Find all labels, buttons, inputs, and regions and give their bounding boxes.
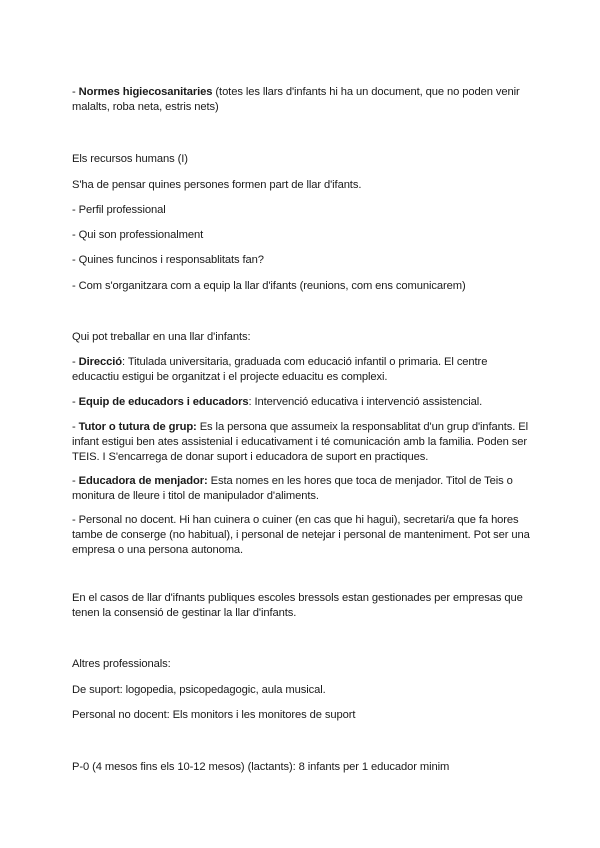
bold-term: Educadora de menjador: xyxy=(78,475,208,487)
paragraph-educadora-menjador: - Educadora de menjador: Esta nomes en les hores que toca de menjador. Titol de Teis o monitura de lleure i titol de manipulador d'aliments. xyxy=(72,475,513,502)
paragraph-tutor: - Tutor o tutura de grup: Es la persona que assumeix la responsablitat d'un grup d'infants. El infant estigui ben ates assistenial i educativament i té comunicación amb la familia. Poden ser TEIS. I S'encarrega de donar suport i educadora de suport en practiques. xyxy=(72,421,529,463)
paragraph-intro: S'ha de pensar quines persones formen part de llar d'ifants. xyxy=(72,179,362,191)
paragraph-equip-educadors: - Equip de educadors i educadors: Intervenció educativa i intervenció assistencial. xyxy=(72,396,483,408)
paragraph-personal-no-docent: - Personal no docent. Hi han cuinera o cuiner (en cas que hi hagui), secretari/a que fa hores tambe de conserge (no habitual), i personal de netejar i personal de manteniment. Pot ser una empresa o una persona autonoma. xyxy=(72,514,530,556)
bold-term: Normes higiecosanitaries xyxy=(78,86,213,98)
paragraph-escoles-bressols: En el casos de llar d'ifnants publiques escoles bressols estan gestionades per empresas que tenen la consensió de gestinar la llar d'infants. xyxy=(72,592,523,619)
list-item-funcions: - Quines funcinos i responsablitats fan? xyxy=(72,254,264,266)
section-heading-qui-pot-treballar: Qui pot treballar en una llar d'infants: xyxy=(72,331,251,343)
section-heading-altres-professionals: Altres professionals: xyxy=(72,658,171,670)
bold-term: Equip de educadors i educadors xyxy=(78,396,249,408)
section-heading-recursos-humans: Els recursos humans (I) xyxy=(72,153,188,165)
list-item-qui-son: - Qui son professionalment xyxy=(72,229,204,241)
list-item-perfil: - Perfil professional xyxy=(72,204,166,216)
bold-term: Direcció xyxy=(78,356,122,368)
list-item-organitzacio: - Com s'organitzara com a equip la llar d'ifants (reunions, com ens comunicarem) xyxy=(72,280,466,292)
paragraph-direccio: - Direcció: Titulada universitaria, graduada com educació infantil o primaria. El centre educactiu estigui be organitzat i el projecte eduacitu es complexi. xyxy=(72,356,488,383)
paragraph-p0-ratio: P-0 (4 mesos fins els 10-12 mesos) (lactants): 8 infants per 1 educador minim xyxy=(72,761,450,773)
paragraph-normes-higiecosanitaries: - Normes higiecosanitaries (totes les llars d'infants hi ha un document, que no poden venir malalts, roba neta, estris nets) xyxy=(72,86,520,113)
bold-term: Tutor o tutura de grup: xyxy=(78,421,197,433)
paragraph-personal-no-docent-monitors: Personal no docent: Els monitors i les monitores de suport xyxy=(72,709,356,721)
paragraph-de-suport: De suport: logopedia, psicopedagogic, aula musical. xyxy=(72,684,326,696)
